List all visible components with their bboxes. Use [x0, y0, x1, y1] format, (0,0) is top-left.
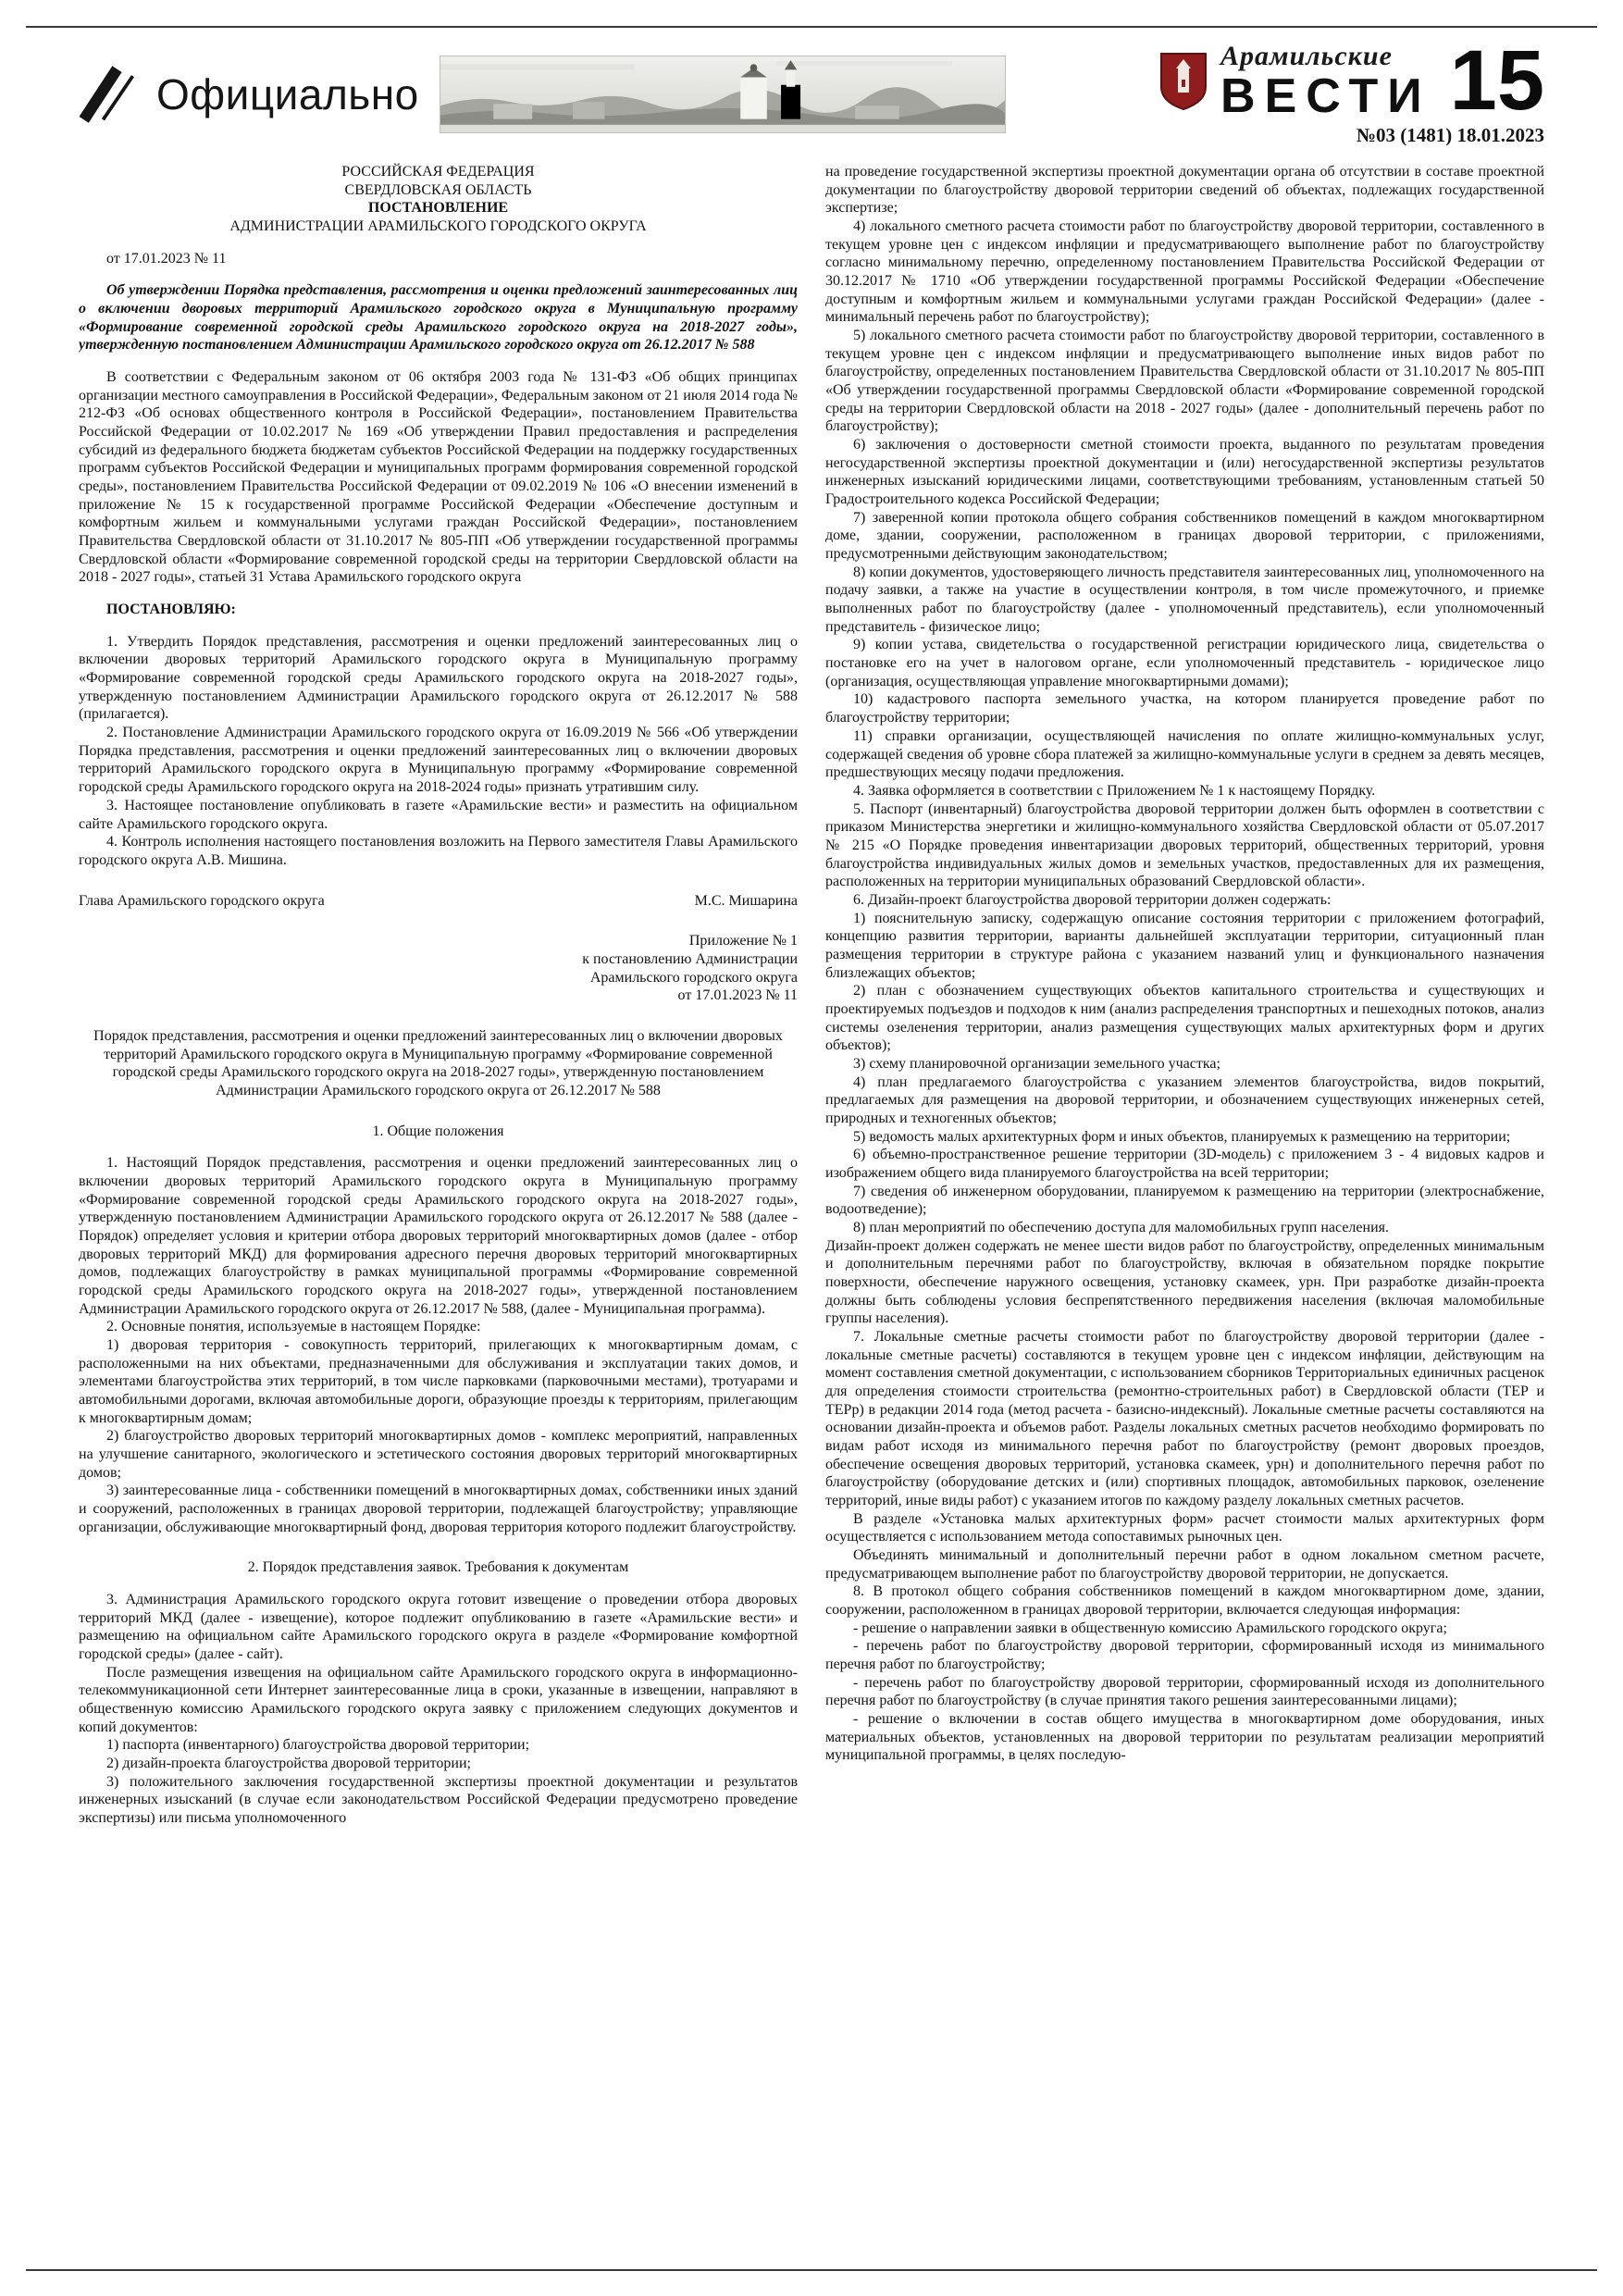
paragraph: от 17.01.2023 № 11	[106, 250, 227, 267]
paragraph: РОССИЙСКАЯ ФЕДЕРАЦИЯ	[341, 164, 535, 180]
signature-name: М.С. Мишарина	[694, 892, 798, 909]
paragraph: от 17.01.2023 № 11	[677, 987, 798, 1004]
paragraph: 1. Настоящий Порядок представления, рассмотрения и оценки предложений заинтересованных лиц о включении дворовых территорий Арамильского городского округа в Муниципальную программу «Формирование современной городской среды Арамильского городского округа на 2018-2027 годы», утвержденную постановлением Администрации Арамильского городского округа от 26.12.2017 № 588 (далее - Порядок) определяет условия и критерии отбора дворовых территорий многоквартирных домов (далее - отбор дворовых территорий МКД) для формирования адресного перечня дворовых территорий многоквартирных домов, подлежащих благоустройству в рамках муниципальной программы «Формирование современной городской среды Арамильского городского округа на 2018-2027 годы», утвержденной постановлением Администрации Арамильского городского округа от 26.12.2017 № 588, (далее - Муниципальная программа).	[79, 1155, 798, 1317]
paragraph: 11) справки организации, осуществляющей начисления по оплате жилищно-коммунальных услуг, содержащей сведения об уровне сбора платежей за жилищно-коммунальные услуги в среднем за девять месяцев, предшествующих месяцу подачи предложения.	[825, 727, 1544, 781]
paragraph: 6) объемно-пространственное решение территории (3D-модель) с приложением 3 - 4 видовых кадров и изображением общего вида планируемого благоустройства на всей территории;	[825, 1147, 1544, 1181]
city-crest-icon	[1159, 52, 1208, 111]
masthead-title-bottom: ВЕСТИ	[1220, 68, 1431, 123]
paragraph: В соответствии с Федеральным законом от 06 октября 2003 года № 131-ФЗ «Об общих принципах организации местного самоуправления в Российской Федерации», Федеральным законом от 21 июля 2014 года № 212-ФЗ «Об основах общественного контроля в Российской Федерации», постановлением Правительства Российской Федерации от 10.02.2017 № 169 «Об утверждении Правил предоставления и распределения субсидий из федерального бюджета бюджетам субъектов Российской Федерации на поддержку государственных программ субъектов Российской Федерации и муниципальных программ формирования современной городской среды», постановлением Правительства Российской Федерации от 09.02.2019 № 106 «О внесении изменений в приложение № 15 к государственной программе Российской Федерации «Обеспечение доступным и комфортным жильем и коммунальными услугами граждан Российской Федерации», постановлением Правительства Свердловской области от 31.10.2017 № 805-ПП «Об утверждении государственной программы Свердловской области «Формирование современной городской среды на территории Свердловской области на 2018 - 2027 годы», статьей 31 Устава Арамильского городского округа	[79, 369, 798, 586]
paragraph: на проведение государственной экспертизы проектной документации органа об отсутствии в составе проектной документации по благоустройству дворовой территории сведений об объектах, подлежащих государственной экспертизе;	[825, 164, 1544, 217]
paragraph: 2) план с обозначением существующих объектов капитального строительства и существующих и проектируемых подъездов и подходов к ним (анализ распределения транспортных и пешеходных потоков, анализ системы озеленения территории, анализ размещения существующих малых архитектурных форм и других объектов);	[825, 983, 1544, 1054]
paragraph: 8) копии документов, удостоверяющего личность представителя заинтересованных лиц, уполномоченного на подачу заявки, а также на участие в осуществлении контроля, в том числе промежуточного, и приемке выполненных работ по благоустройству (далее - уполномоченный представитель), если уполномоченный представитель - физическое лицо;	[825, 564, 1544, 635]
paragraph: 2) благоустройство дворовых территорий многоквартирных домов - комплекс мероприятий, направленных на улучшение санитарного, экологического и эстетического состояния дворовых территорий многоквартирных домов;	[79, 1428, 798, 1481]
paragraph: Об утверждении Порядка представления, рассмотрения и оценки предложений заинтересованных лиц о включении дворовых территорий Арамильского городского округа в Муниципальную программу «Формирование современной городской среды Арамильского городского округа на 2018-2027 годы», утвержденную постановлением Администрации Арамильского городского округа от 26.12.2017 № 588	[79, 282, 798, 354]
masthead-title	[1220, 40, 1431, 123]
paragraph: Арамильского городского округа	[589, 969, 798, 986]
paragraph: 7. Локальные сметные расчеты стоимости работ по благоустройству дворовой территории (далее - локальные сметные расчеты) составляются в текущем уровне цен с индексом инфляции, действующим на момент составления сметной документации, с использованием сборников Территориальных единичных расценок для определения стоимости строительства (ремонтно-строительных работ) в Свердловской области (ТЕР и ТЕРр) в редакции 2014 года (метод расчета - базисно-индексный). Локальные сметные расчеты составляются на основании дизайн-проекта и объемов работ. Разделы локальных сметных расчетов необходимо формировать по видам работ исходя из минимального перечня работ по благоустройству (ремонт дворовых проездов, обеспечение освещения дворовых территорий, установка скамеек, урн) и дополнительного перечня работ по благоустройству (оборудование детских и (или) спортивных площадок, автомобильных парковок, озеленение территорий, иные виды работ) с указанием итогов по каждому разделу локальных сметных расчетов.	[825, 1329, 1544, 1509]
paragraph: 6. Дизайн-проект благоустройства дворовой территории должен содержать:	[853, 891, 1332, 908]
paragraph: Объединять минимальный и дополнительный перечни работ в одном локальном сметном расчете, предусматривающем выполнение работ по благоустройству дворовой территории, не допускается.	[825, 1547, 1544, 1582]
paragraph: - решение о включении в состав общего имущества в многоквартирном доме оборудования, иных материальных объектов, установленных на дворовой территории по результатам реализации мероприятий муниципальной программы, в целях последую-	[825, 1711, 1544, 1764]
paragraph: 3) заинтересованные лица - собственники помещений в многоквартирных домах, собственники иных зданий и сооружений, расположенных в границах дворовой территории, подлежащей благоустройству; управляющие организации, обслуживающие многоквартирный фонд, дворовая территория которого подлежит благоустройству.	[79, 1483, 798, 1535]
paragraph: Порядок представления, рассмотрения и оценки предложений заинтересованных лиц о включении дворовых территорий Арамильского городского округа в Муниципальную программу «Формирование современной городской среды Арамильского городского округа на 2018-2027 годы», утвержденную постановлением Администрации Арамильского городского округа от 26.12.2017 № 588	[93, 1027, 783, 1098]
paragraph: 10) кадастрового паспорта земельного участка, на котором планируется проведение работ по благоустройству территории;	[825, 691, 1544, 726]
paragraph: 6) заключения о достоверности сметной стоимости проекта, выданного по результатам проведения негосударственной экспертизы проектной документации и (или) негосударственной экспертизы результатов инженерных изысканий юридическими лицами, соответствующими требованиям, установленным статьей 50 Градостроительного кодекса Российской Федерации;	[825, 437, 1544, 508]
paragraph: 2) дизайн-проекта благоустройства дворовой территории;	[106, 1756, 471, 1772]
paragraph: 8) план мероприятий по обеспечению доступа для маломобильных групп населения.	[853, 1219, 1389, 1235]
paragraph: 2. Основные понятия, используемые в настоящем Порядке:	[106, 1319, 481, 1335]
paragraph: 2. Порядок представления заявок. Требования к документам	[247, 1559, 629, 1576]
paragraph: 3) схему планировочной организации земельного участка;	[853, 1055, 1220, 1072]
paragraph: АДМИНИСТРАЦИИ АРАМИЛЬСКОГО ГОРОДСКОГО ОКРУГА	[229, 218, 647, 235]
masthead-title-top: Арамильские	[1220, 40, 1393, 71]
paragraph: 2. Постановление Администрации Арамильского городского округа от 16.09.2019 № 566 «Об утверждении Порядка представления, рассмотрения и оценки предложений заинтересованных лиц о включении дворовых территорий Арамильского городского округа в Муниципальную программу «Формирование современной городской среды Арамильского городского округа на 2018-2024 годы» признать утратившим силу.	[79, 725, 798, 796]
paragraph	[79, 892, 798, 911]
paragraph: - решение о направлении заявки в общественную комиссию Арамильского городского округа;	[853, 1620, 1447, 1636]
issue-line: №03 (1481) 18.01.2023	[1356, 123, 1544, 146]
paragraph: 3. Настоящее постановление опубликовать в газете «Арамильские вести» и разместить на официальном сайте Арамильского городского округа.	[79, 797, 798, 832]
paragraph: 5) ведомость малых архитектурных форм и иных объектов, планируемых к размещению на территории;	[853, 1128, 1511, 1145]
paragraph: 8. В протокол общего собрания собственников помещений в каждом многоквартирном доме, здании, сооружении, расположенном в границах дворовой территории, включается следующая информация:	[825, 1583, 1544, 1619]
paragraph: 3) положительного заключения государственной экспертизы проектной документации и результатов инженерных изысканий (в случае если законодательством Российской Федерации предусмотрено проведение экспертизы) или письма уполномоченного	[79, 1773, 798, 1827]
signature-role: Глава Арамильского городского округа	[79, 892, 325, 909]
page-number: 15	[1449, 33, 1544, 129]
paragraph: 4. Контроль исполнения настоящего постановления возложить на Первого заместителя Главы Арамильского городского округа А.В. Мишина.	[79, 834, 798, 868]
paragraph: 1) паспорта (инвентарного) благоустройства дворовой территории;	[106, 1737, 530, 1754]
page-header	[79, 33, 1544, 146]
paragraph: 1. Общие положения	[372, 1123, 504, 1139]
section-title: Официально	[156, 70, 419, 118]
paragraph: 1) дворовая территория - совокупность территорий, прилегающих к многоквартирным домам, с расположенными на них объектами, предназначенными для обслуживания и эксплуатации таких домов, и элементами благоустройства этих территорий, в том числе парковками (парковочными местами), тротуарами и автомобильными дорогами, включая автомобильные дороги, образующие проезды к территориям, прилегающим к многоквартирным домам;	[79, 1336, 798, 1426]
paragraph: СВЕРДЛОВСКАЯ ОБЛАСТЬ	[344, 181, 532, 198]
masthead-row	[1159, 33, 1544, 129]
paragraph: 5. Паспорт (инвентарный) благоустройства дворовой территории должен быть оформлен в соответствии с приказом Министерства энергетики и жилищно-коммунального хозяйства Свердловской области от 05.07.2017 № 215 «О Порядке проведения инвентаризации дворовых территорий, общественных территорий, уровня благоустройства индивидуальных жилых домов и земельных участков, предоставленных для их размещения, расположенных на территории муниципальных образований Свердловской области».	[825, 800, 1544, 890]
paragraph: 4. Заявка оформляется в соответствии с Приложением № 1 к настоящему Порядку.	[853, 782, 1376, 799]
paragraph: В разделе «Установка малых архитектурных форм» расчет стоимости малых архитектурных форм осуществляется с использованием метода сопоставимых рыночных цен.	[825, 1510, 1544, 1545]
masthead	[1026, 33, 1544, 147]
paragraph: - перечень работ по благоустройству дворовой территории, сформированный исходя из минимального перечня работ по благоустройству;	[825, 1638, 1544, 1673]
paragraph: Дизайн-проект должен содержать не менее шести видов работ по благоустройству, определенных минимальным и дополнительным перечнями работ по благоустройству, включая в обязательном порядке покрытие поверхности, обеспечение наружного освещения, установку скамеек, урн. При разработке дизайн-проекта должны быть соблюдены условия беспрепятственного передвижения населения (включая маломобильные группы населения).	[825, 1237, 1544, 1327]
paragraph: 5) локального сметного расчета стоимости работ по благоустройству дворовой территории, составленного в текущем уровне цен с индексом инфляции и предусматривающего выполнение иных видов работ по благоустройству, определенных постановлением Правительства Свердловской области от 31.10.2017 № 805-ПП «Об утверждении государственной программы Свердловской области «Формирование современной городской среды на территории Свердловской области на 2018 - 2027 годы» (далее - дополнительный перечень работ по благоустройству);	[825, 328, 1544, 435]
article-body	[79, 163, 1544, 2265]
page-top-rule	[26, 26, 1597, 28]
paragraph: 1. Утвердить Порядок представления, рассмотрения и оценки предложений заинтересованных лиц о включении дворовых территорий Арамильского городского округа в Муниципальную программу «Формирование современной городской среды Арамильского городского округа на 2018-2027 годы», утвержденную постановлением Администрации Арамильского городского округа от 26.12.2017 № 588 (прилагается).	[79, 633, 798, 723]
right-column	[825, 163, 1544, 2265]
paragraph: к постановлению Администрации	[582, 950, 798, 967]
paragraph: - перечень работ по благоустройству дворовой территории, сформированный исходя из дополнительного перечня работ по благоустройству (в случае принятия такого решения заинтересованными лицами);	[825, 1674, 1544, 1709]
pen-stroke-icon	[79, 64, 140, 125]
paragraph: ПОСТАНОВЛЯЮ:	[106, 602, 236, 618]
paragraph: ПОСТАНОВЛЕНИЕ	[367, 200, 509, 217]
header-photo-church-panorama	[440, 56, 1006, 133]
paragraph: 4) план предлагаемого благоустройства с указанием элементов благоустройства, видов покрытий, предлагаемых для размещения на дворовой территории, и обозначением существующих инженерных сетей, природных и техногенных объектов;	[825, 1074, 1544, 1126]
paragraph: Приложение № 1	[688, 933, 798, 949]
paragraph: 7) сведения об инженерном оборудовании, планируемом к размещению на территории (электроснабжение, водоотведение);	[825, 1183, 1544, 1218]
paragraph: После размещения извещения на официальном сайте Арамильского городского округа в информационно-телекоммуникационной сети Интернет заинтересованные лица в сроки, указанные в извещении, направляют в общественную комиссию Арамильского городского округа заявку с приложением следующих документов и копий документов:	[79, 1664, 798, 1735]
paragraph: 7) заверенной копии протокола общего собрания собственников помещений в каждом многоквартирном доме, здании, сооружении, расположенном в границах дворовой территории, с приложениями, предусмотренными действующим законодательством;	[825, 509, 1544, 563]
section-brand	[79, 64, 419, 125]
page-bottom-rule	[26, 2269, 1597, 2271]
paragraph: 3. Администрация Арамильского городского округа готовит извещение о проведении отбора дворовых территорий МКД (далее - извещение), которое подлежит опубликованию в газете «Арамильские вести» и размещению на официальном сайте Арамильского городского округа в разделе «Формирование комфортной городской среды» (далее - сайт).	[79, 1592, 798, 1663]
paragraph: 4) локального сметного расчета стоимости работ по благоустройству дворовой территории, составленного в текущем уровне цен с индексом инфляции и предусматривающего выполнение работ по благоустройству согласно минимальному перечню, определенному постановлением Правительства Российской Федерации от 30.12.2017 № 1710 «Об утверждении государственной программы Российской Федерации «Обеспечение доступным и комфортным жильем и коммунальными услугами граждан Российской Федерации» (далее - минимальный перечень работ по благоустройству);	[825, 218, 1544, 326]
paragraph: 1) пояснительную записку, содержащую описание состояния территории с приложением фотографий, концепцию развития территории, варианты дальнейшей эксплуатации территории, ситуационный план размещения территории в структуре района с указанием названий улиц и функционального назначения близлежащих объектов;	[825, 910, 1544, 981]
paragraph: 9) копии устава, свидетельства о государственной регистрации юридического лица, свидетельства о постановке его на учет в налоговом органе, если уполномоченный представитель - юридическое лицо (организация, осуществляющая управление многоквартирными домами);	[825, 637, 1544, 689]
left-column	[79, 163, 798, 2265]
